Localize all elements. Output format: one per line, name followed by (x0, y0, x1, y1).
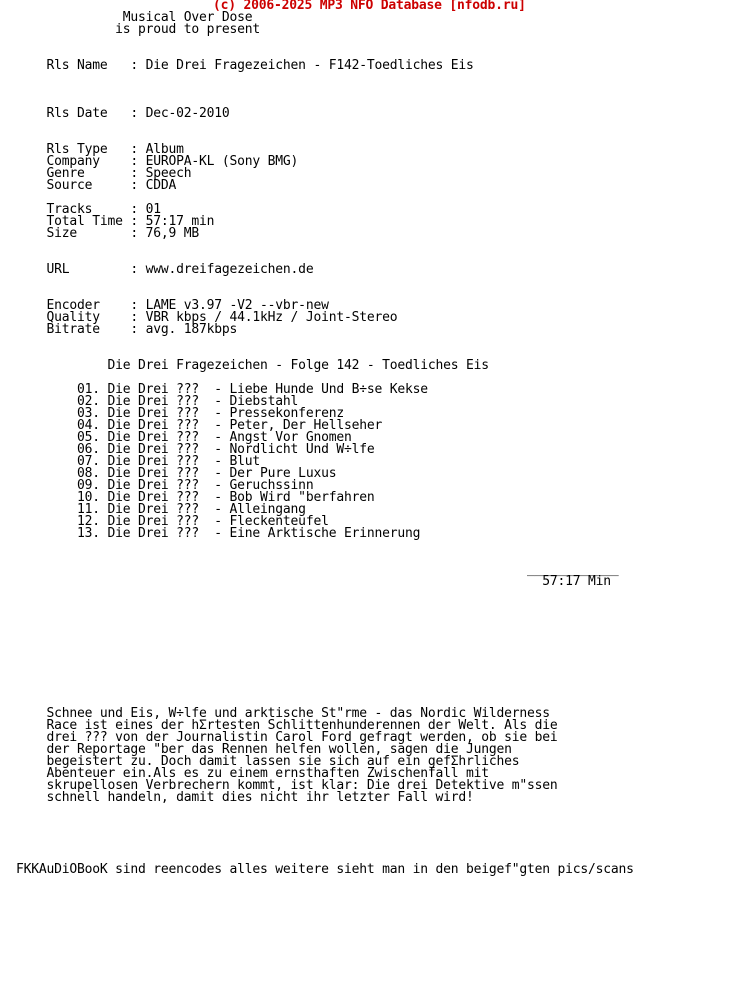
nfo-line: 10. Die Drei ??? - Bob Wird "berfahren (16, 490, 375, 505)
nfo-line: Rls Type : Album (16, 142, 184, 157)
nfo-line: Quality : VBR kbps / 44.1kHz / Joint-Stereo (16, 310, 398, 325)
nfo-line: skrupellosen Verbrechern kommt, ist klar: Die drei Detektive m"ssen (16, 778, 558, 793)
nfo-line: is proud to present (16, 22, 261, 37)
nfodb-copyright-header: (c) 2006-2025 MP3 NFO Database [nfodb.ru] (213, 0, 526, 13)
nfo-line: Race ist eines der hΣrtesten Schlittenhunderennen der Welt. Als die (16, 718, 558, 733)
nfo-line: Bitrate : avg. 187kbps (16, 322, 238, 337)
nfo-line: 12. Die Drei ??? - Fleckenteufel (16, 514, 329, 529)
nfo-line: Total Time : 57:17 min (16, 214, 215, 229)
nfo-line: der Reportage "ber das Rennen helfen wollen, sagen die Jungen (16, 742, 512, 757)
nfo-line: 13. Die Drei ??? - Eine Arktische Erinnerung (16, 526, 421, 541)
nfo-line: 07. Die Drei ??? - Blut (16, 454, 261, 469)
nfo-line: 57:17 Min (16, 574, 611, 589)
nfo-line: Rls Name : Die Drei Fragezeichen - F142-Toedliches Eis (16, 58, 474, 73)
nfo-line: Company : EUROPA-KL (Sony BMG) (16, 154, 299, 169)
nfo-line: 01. Die Drei ??? - Liebe Hunde Und B÷se Kekse (16, 382, 428, 397)
nfo-line: 09. Die Drei ??? - Geruchssinn (16, 478, 314, 493)
nfo-line: Source : CDDA (16, 178, 177, 193)
nfo-line: Abenteuer ein.Als es zu einem ernsthaften Zwischenfall mit (16, 766, 489, 781)
nfo-line: begeistert zu. Doch damit lassen sie sich auf ein gefΣhrliches (16, 754, 520, 769)
nfo-line: Genre : Speech (16, 166, 192, 181)
nfo-line: ____________ (16, 562, 619, 577)
nfo-line: 06. Die Drei ??? - Nordlicht Und W÷lfe (16, 442, 375, 457)
nfo-line: Encoder : LAME v3.97 -V2 --vbr-new (16, 298, 329, 313)
nfo-line: 11. Die Drei ??? - Alleingang (16, 502, 306, 517)
nfo-line: drei ??? von der Journalistin Carol Ford gefragt werden, ob sie bei (16, 730, 558, 745)
nfo-line: schnell handeln, damit dies nicht ihr letzter Fall wird! (16, 790, 474, 805)
nfo-line: 05. Die Drei ??? - Angst Vor Gnomen (16, 430, 352, 445)
nfo-line: 08. Die Drei ??? - Der Pure Luxus (16, 466, 337, 481)
nfo-line: 04. Die Drei ??? - Peter, Der Hellseher (16, 418, 383, 433)
nfo-line: 02. Die Drei ??? - Diebstahl (16, 394, 299, 409)
nfo-line: Rls Date : Dec-02-2010 (16, 106, 230, 121)
nfo-line: 03. Die Drei ??? - Pressekonferenz (16, 406, 344, 421)
nfo-line: FKKAuDiOBooK sind reencodes alles weitere sieht man in den beigef"gten pics/scans (16, 862, 634, 877)
nfo-line: Tracks : 01 (16, 202, 161, 217)
nfo-line: Die Drei Fragezeichen - Folge 142 - Toedliches Eis (16, 358, 489, 373)
nfo-line: Schnee und Eis, W÷lfe und arktische St"rme - das Nordic Wilderness (16, 706, 550, 721)
nfo-line: Size : 76,9 MB (16, 226, 200, 241)
nfo-line: Musical Over Dose (16, 10, 253, 25)
nfo-line: URL : www.dreifagezeichen.de (16, 262, 314, 277)
